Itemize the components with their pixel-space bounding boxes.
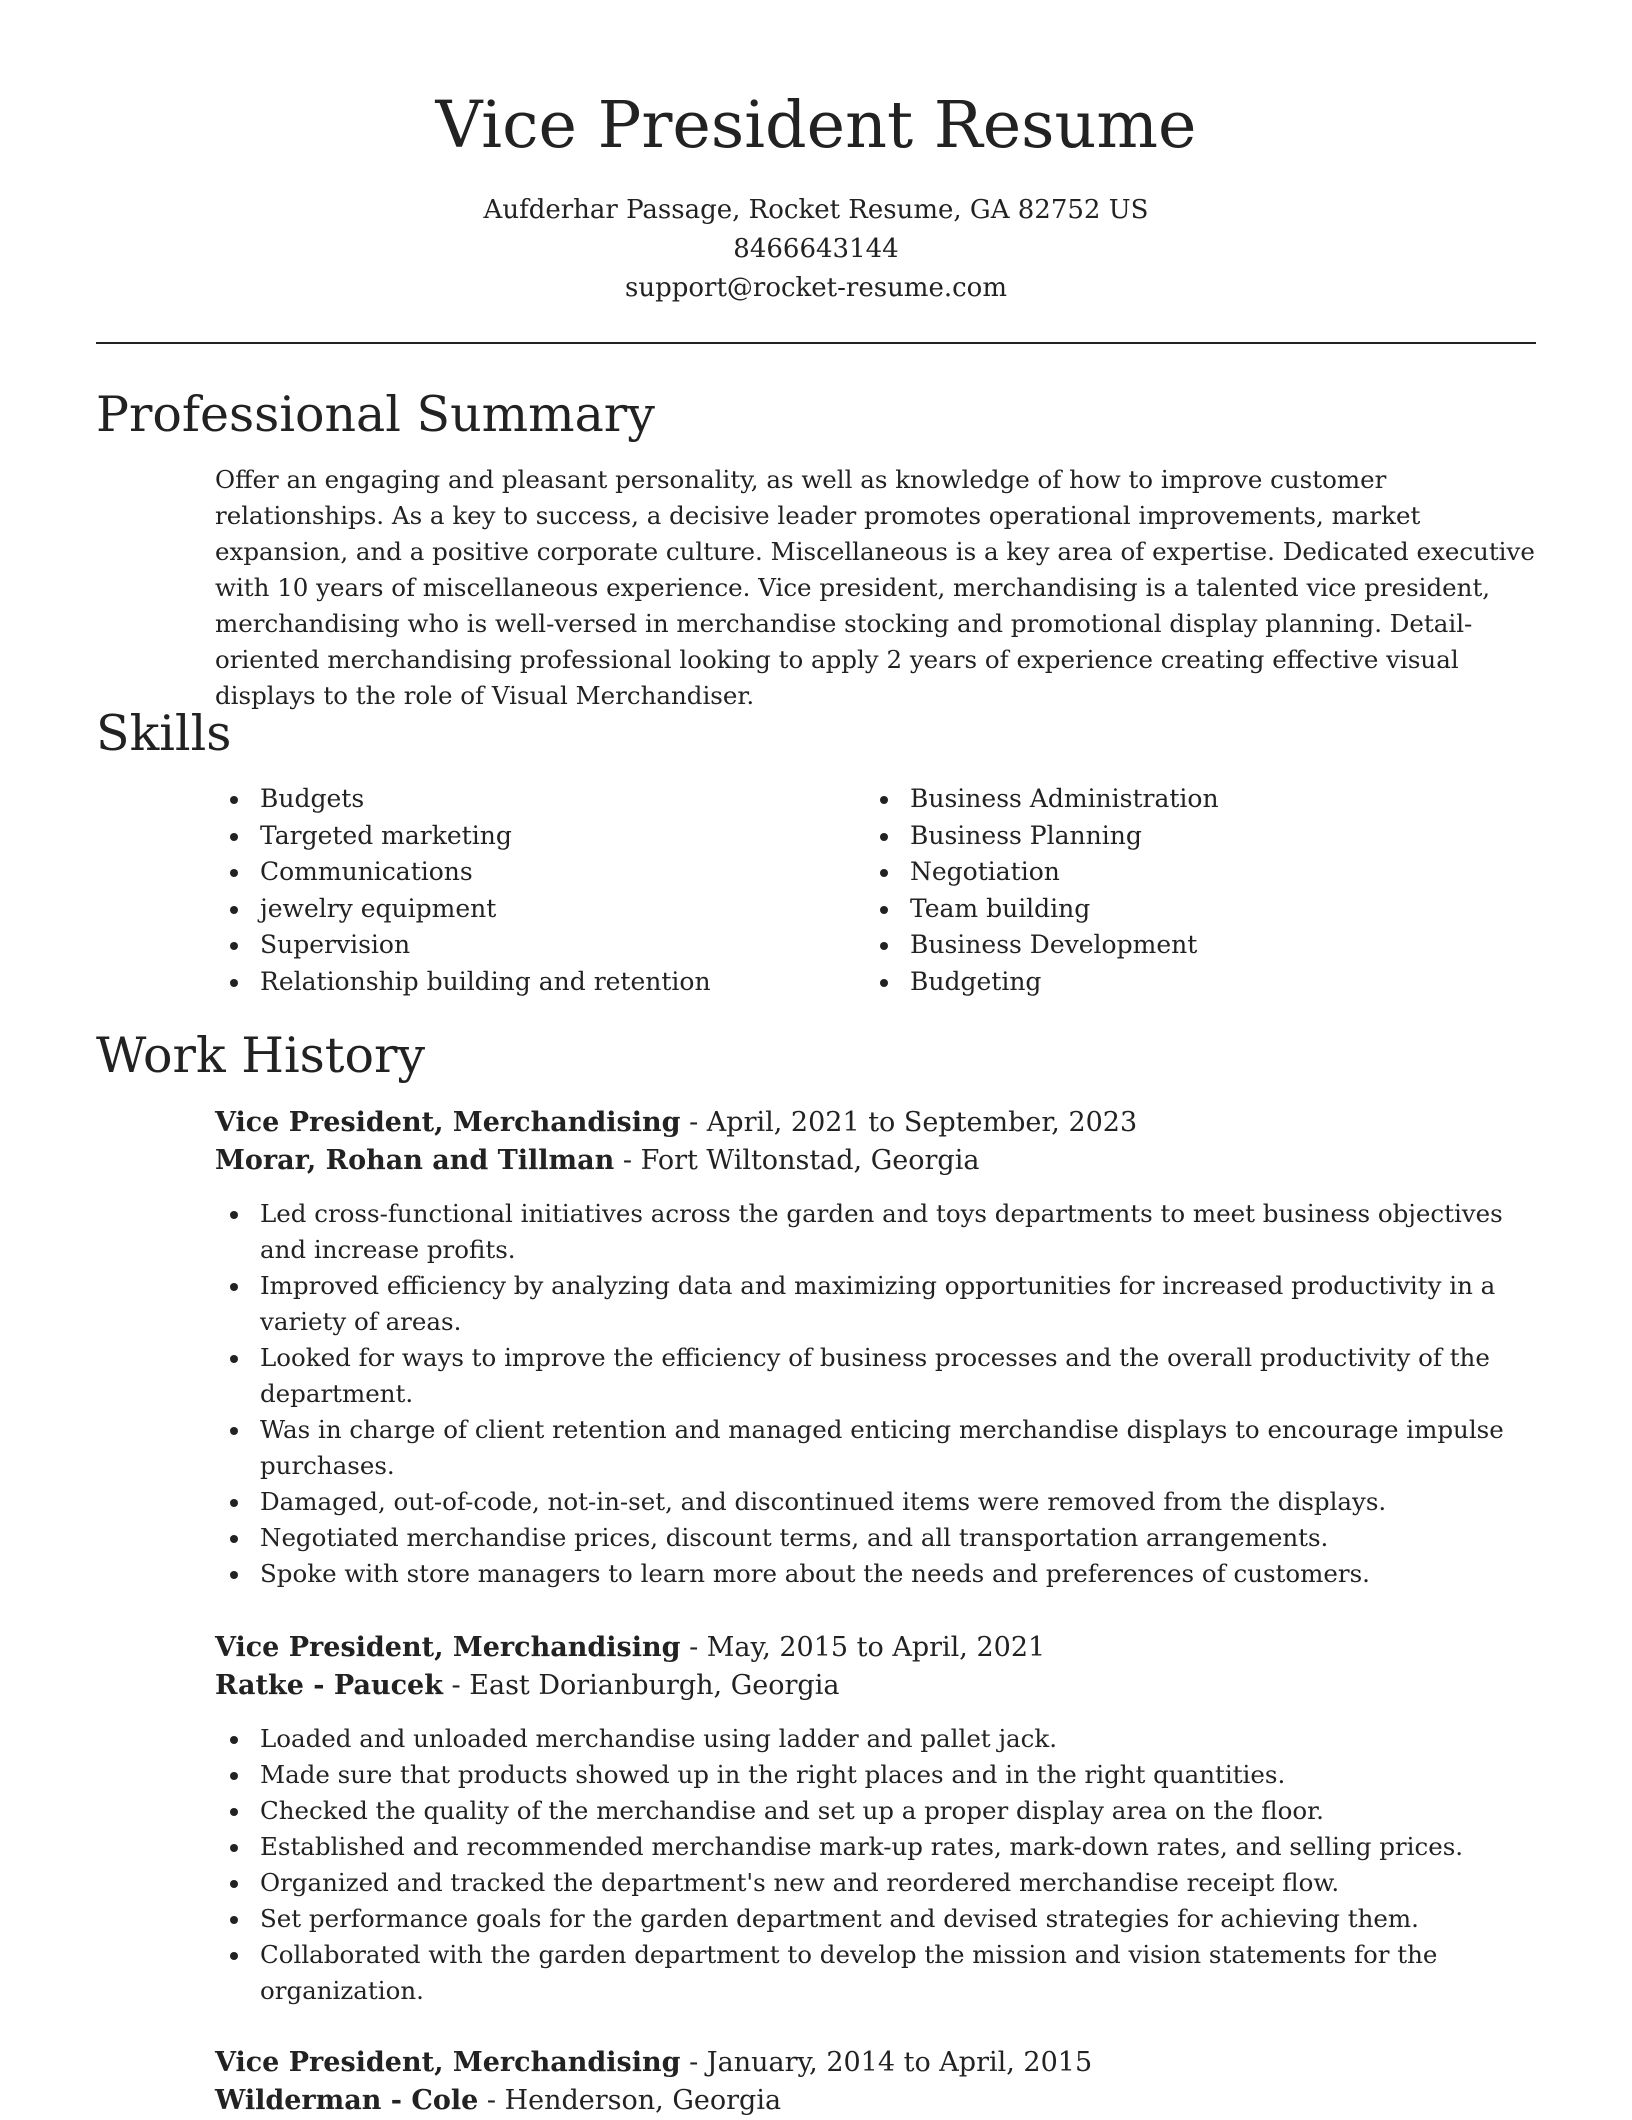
separator: -	[622, 1145, 641, 1176]
separator: -	[689, 1107, 707, 1138]
job-company: Wilderman - Cole	[215, 2085, 479, 2116]
job-bullet: Made sure that products showed up in the right places and in the right quantities.	[215, 1757, 1540, 1793]
job-entry	[215, 1104, 1540, 1592]
resume-title: Vice President Resume	[435, 88, 1197, 163]
skill-item: Relationship building and retention	[215, 964, 711, 1001]
summary-text: Offer an engaging and pleasant personality, as well as knowledge of how to improve customer relationships. As a key to success, a decisive leader promotes operational improvements, market expansion, and a positive corporate culture. Miscellaneous is a key area of expertise. Dedicated executive with 10 years of miscellaneous experience. Vice president, merchandising is a talented vice president, merchandising who is well-versed in merchandise stocking and promotional display planning. Detail-oriented merchandising professional looking to apply 2 years of experience creating effective visual displays to the role of Visual Merchandiser.	[215, 465, 1535, 710]
skill-item: Communications	[215, 854, 711, 891]
job-title: Vice President, Merchandising	[215, 2047, 681, 2078]
skill-item: jewelry equipment	[215, 891, 711, 928]
job-company: Ratke - Paucek	[215, 1670, 443, 1701]
job-bullet: Led cross-functional initiatives across the garden and toys departments to meet business objectives and increase profits.	[215, 1196, 1540, 1268]
job-bullet: Checked the quality of the merchandise and set up a proper display area on the floor.	[215, 1793, 1540, 1829]
phone-text: 8466643144	[733, 234, 899, 264]
separator: -	[486, 2085, 505, 2116]
job-title: Vice President, Merchandising	[215, 1632, 681, 1663]
job-location: Henderson, Georgia	[504, 2085, 782, 2116]
job-entry	[215, 2044, 1540, 2120]
job-bullet: Organized and tracked the department's new and reordered merchandise receipt flow.	[215, 1865, 1540, 1901]
job-bullet: Set performance goals for the garden department and devised strategies for achieving them.	[215, 1901, 1540, 1937]
job-dates: January, 2014 to April, 2015	[706, 2047, 1093, 2078]
email-text: support@rocket-resume.com	[624, 273, 1007, 303]
job-bullet: Improved efficiency by analyzing data and maximizing opportunities for increased productivity in a variety of areas.	[215, 1268, 1540, 1340]
job-bullet: Was in charge of client retention and managed enticing merchandise displays to encourage impulse purchases.	[215, 1412, 1540, 1484]
skill-item: Budgets	[215, 781, 711, 818]
job-entry	[215, 1629, 1540, 2009]
job-company: Morar, Rohan and Tillman	[215, 1145, 615, 1176]
work-history-heading: Work History	[96, 1027, 426, 1084]
separator: -	[689, 1632, 707, 1663]
skill-item: Negotiation	[865, 854, 1219, 891]
job-company-line	[215, 1667, 1540, 1705]
job-bullet: Established and recommended merchandise mark-up rates, mark-down rates, and selling prices.	[215, 1829, 1540, 1865]
skill-item: Business Administration	[865, 781, 1219, 818]
job-title: Vice President, Merchandising	[215, 1107, 681, 1138]
job-title-line	[215, 1104, 1540, 1142]
job-bullet: Loaded and unloaded merchandise using ladder and pallet jack.	[215, 1721, 1540, 1757]
job-location: Fort Wiltonstad, Georgia	[640, 1145, 980, 1176]
skill-item: Supervision	[215, 927, 711, 964]
skill-item: Business Planning	[865, 818, 1219, 855]
separator: -	[451, 1670, 470, 1701]
job-bullet: Looked for ways to improve the efficiency of business processes and the overall productivity of the department.	[215, 1340, 1540, 1412]
job-bullet: Collaborated with the garden department to develop the mission and vision statements for the organization.	[215, 1937, 1540, 2009]
skill-item: Team building	[865, 891, 1219, 928]
job-dates: April, 2021 to September, 2023	[706, 1107, 1138, 1138]
separator: -	[689, 2047, 707, 2078]
skills-list-right	[865, 781, 1219, 1000]
skills-heading: Skills	[96, 705, 232, 762]
job-bullet-list	[215, 1721, 1540, 2009]
job-bullet: Damaged, out-of-code, not-in-set, and discontinued items were removed from the displays.	[215, 1484, 1540, 1520]
skill-item: Budgeting	[865, 964, 1219, 1001]
job-title-line	[215, 1629, 1540, 1667]
skill-item: Business Development	[865, 927, 1219, 964]
job-company-line	[215, 2082, 1540, 2120]
contact-info	[0, 191, 1632, 308]
summary-heading: Professional Summary	[96, 386, 655, 443]
job-title-line	[215, 2044, 1540, 2082]
job-bullet-list	[215, 1196, 1540, 1592]
job-bullet: Spoke with store managers to learn more about the needs and preferences of customers.	[215, 1556, 1540, 1592]
skill-item: Targeted marketing	[215, 818, 711, 855]
skills-list-left	[215, 781, 711, 1000]
job-company-line	[215, 1142, 1540, 1180]
job-dates: May, 2015 to April, 2021	[706, 1632, 1046, 1663]
job-bullet: Negotiated merchandise prices, discount terms, and all transportation arrangements.	[215, 1520, 1540, 1556]
job-location: East Dorianburgh, Georgia	[469, 1670, 840, 1701]
header-divider	[96, 342, 1536, 344]
address-text: Aufderhar Passage, Rocket Resume, GA 82752 US	[483, 195, 1149, 225]
